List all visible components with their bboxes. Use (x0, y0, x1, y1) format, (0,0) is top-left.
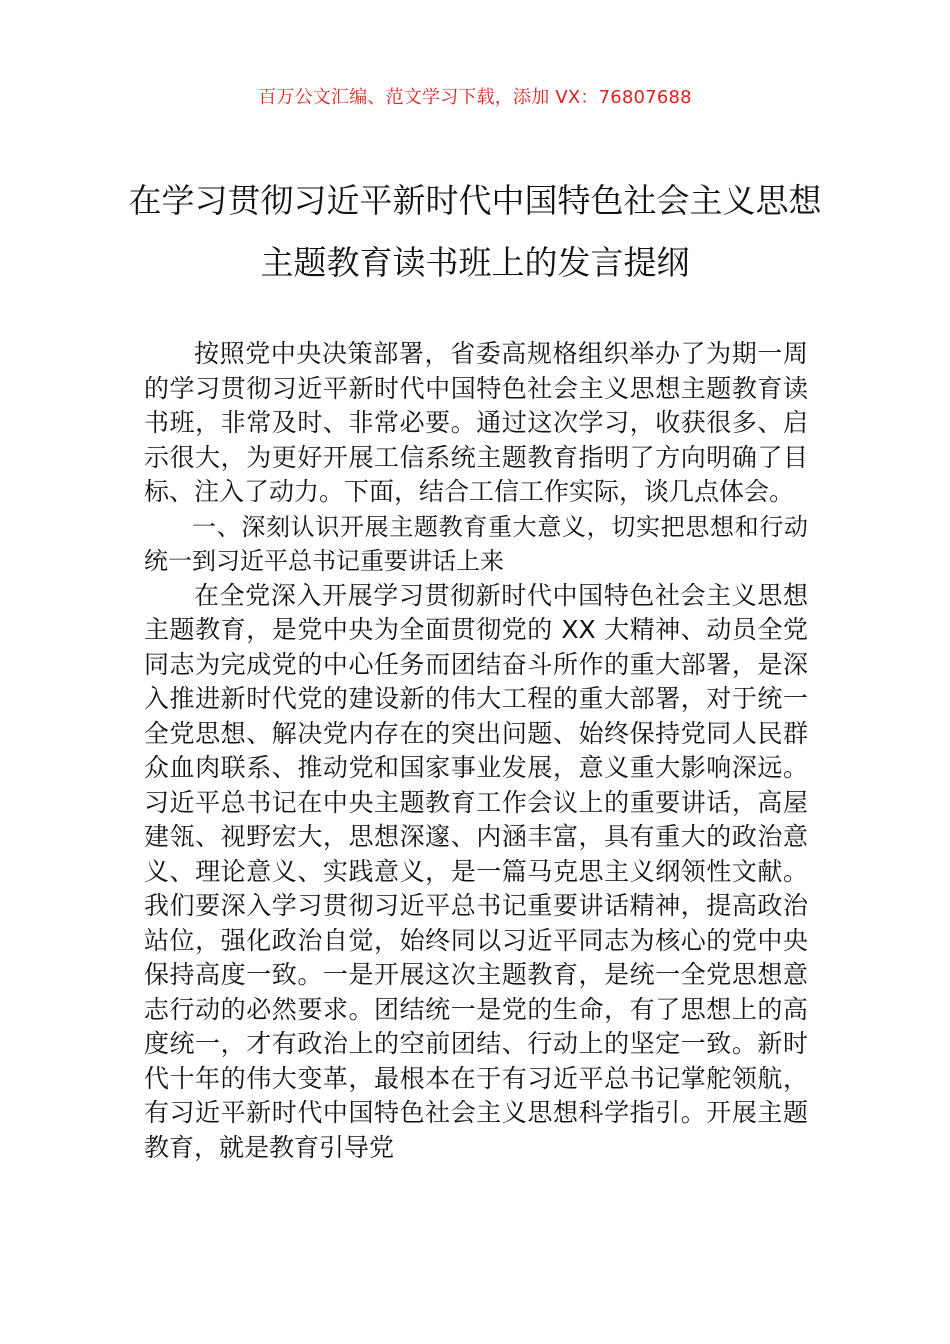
section-heading-1: 一、深刻认识开展主题教育重大意义，切实把思想和行动统一到习近平总书记重要讲话上来 (144, 512, 808, 575)
watermark-header-text: 百万公文汇编、范文学习下载，添加 VX：76807688 (258, 87, 692, 108)
document-body (144, 337, 808, 1165)
body-paragraph-section-1: 在全党深入开展学习贯彻新时代中国特色社会主义思想主题教育，是党中央为全面贯彻党的 XX 大精神、动员全党同志为完成党的中心任务而团结奋斗所作的重大部署，是深入推进新时代党的建设新的伟大工程的重大部署，对于统一全党思想、解决党内存在的突出问题、始终保持党同人民群众血肉联系、推动党和国家事业发展，意义重大影响深远。习近平总书记在中央主题教育工作会议上的重要讲话，高屋建瓴、视野宏大，思想深邃、内涵丰富，具有重大的政治意义、理论意义、实践意义，是一篇马克思主义纲领性文献。我们要深入学习贯彻习近平总书记重要讲话精神，提高政治站位，强化政治自觉，始终同以习近平同志为核心的党中央保持高度一致。一是开展这次主题教育，是统一全党思想意志行动的必然要求。团结统一是党的生命，有了思想上的高度统一，才有政治上的空前团结、行动上的坚定一致。新时代十年的伟大变革，最根本在于有习近平总书记掌舵领航，有习近平新时代中国特色社会主义思想科学指引。开展主题教育，就是教育引导党 (144, 580, 808, 1162)
document-title: 在学习贯彻习近平新时代中国特色社会主义思想主题教育读书班上的发言提纲 (128, 181, 822, 282)
body-paragraph-intro: 按照党中央决策部署，省委高规格组织举办了为期一周的学习贯彻习近平新时代中国特色社会主义思想主题教育读书班，非常及时、非常必要。通过这次学习，收获很多、启示很大，为更好开展工信系统主题教育指明了方向明确了目标、注入了动力。下面，结合工信工作实际，谈几点体会。 (144, 339, 808, 506)
